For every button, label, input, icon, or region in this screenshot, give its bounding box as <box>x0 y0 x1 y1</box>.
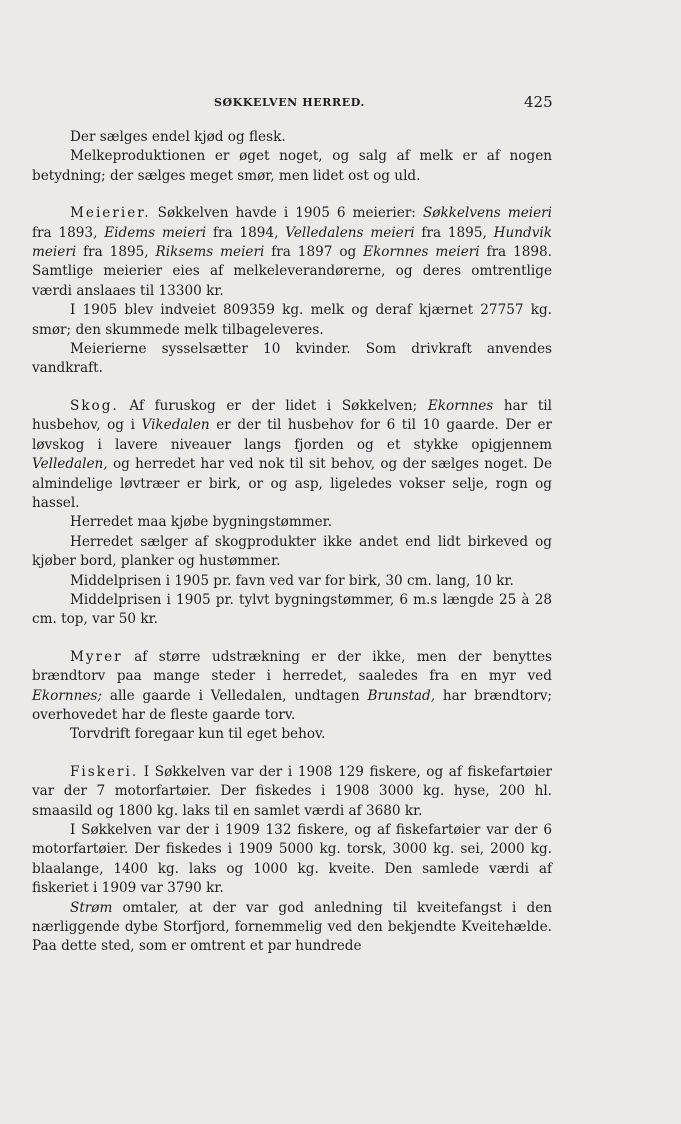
paragraph-wood-price: Middelprisen i 1905 pr. favn ved var for birk, 30 cm. lang, 10 kr. <box>70 572 514 589</box>
dairy-name: Velledalens meieri <box>285 224 415 241</box>
text-run: fra 1897 og <box>264 244 364 261</box>
dairy-name: Eidems meieri <box>104 224 207 241</box>
paragraph-timber-price: Middelprisen i 1905 pr. tylvt bygningstømmer, 6 m.s længde 25 à 28 cm. top, var 50 kr. <box>32 591 552 628</box>
author-name: Strøm <box>70 899 113 916</box>
paragraph-timber: Herredet maa kjøbe bygningstømmer. <box>70 514 333 531</box>
paragraph-peat: Torvdrift foregaar kun til eget behov. <box>70 726 326 743</box>
text-run: har brændtorv; overhovedet har de fleste gaarde torv. <box>32 687 552 723</box>
paragraph-fishing <box>32 763 552 821</box>
text-run: fra 1895, <box>76 244 156 261</box>
paragraph-milk-weighed: I 1905 blev indveiet 809359 kg. melk og deraf kjærnet 27757 kg. smør; den skummede melk tilbageleveres. <box>32 302 552 338</box>
text-run: Søkkelven havde i 1905 6 meierier: <box>150 205 423 222</box>
page-header <box>0 92 681 114</box>
page-number: 425 <box>524 93 553 111</box>
running-head: SØKKELVEN HERRED. <box>214 96 365 109</box>
place-name: Ekornnes; <box>32 687 102 704</box>
section-lead-dairies: Meierier. <box>70 205 151 222</box>
text-run: alle gaarde i Velledalen, undtagen <box>101 687 368 704</box>
dairy-name: Hundvik meieri <box>32 224 552 261</box>
paragraph-forest <box>32 397 552 513</box>
text-run: omtaler, at der var god anledning til kveitefangst i den nærliggende dybe Storfjord, fornemmelig ved den bekjendte Kveitehælde. Paa dette sted, som er omtrent et par hundrede <box>32 899 552 955</box>
body-text <box>32 128 552 957</box>
section-lead-fishing: Fiskeri. <box>70 763 139 780</box>
dairy-name: Ekornnes meieri <box>363 244 480 261</box>
paragraph-milk: Melkeproduktionen er øget noget, og salg af melk er af nogen betydning; der sælges meget smør, men lidet ost og uld. <box>32 148 552 184</box>
text-run: af større udstrækning er der ikke, men der benyttes brændtorv paa mange steder i herredet, saaledes fra en myr ved <box>32 648 552 685</box>
place-name: Vikedalen <box>141 417 210 434</box>
paragraph-dairy-workers: Meierierne sysselsætter 10 kvinder. Som drivkraft anvendes vandkraft. <box>32 341 552 377</box>
paragraph-fishing-1909: I Søkkelven var der i 1909 132 fiskere, og af fiskefartøier var der 6 motorfartøier. Der fiskedes i 1909 5000 kg. torsk, 3000 kg. sei, 2000 kg. blaalange, 1400 kg. laks og 1000 kg. kveite. Den samlede værdi af fiskeriet i 1909 var 3790 kr. <box>32 822 552 897</box>
text-run: fra 1893, <box>32 224 105 241</box>
text-run: Af furuskog er der lidet i Søkkelven; <box>118 397 428 414</box>
text-run: fra 1894, <box>206 224 286 241</box>
paragraph-dairies <box>32 204 552 301</box>
text-run: har til husbehov, og i <box>32 397 552 434</box>
paragraph-meat: Der sælges endel kjød og flesk. <box>70 129 286 145</box>
paragraph-forest-products: Herredet sælger af skogprodukter ikke andet end lidt birkeved og kjøber bord, planker og hustømmer. <box>32 533 552 570</box>
place-name: Brunstad, <box>367 687 436 704</box>
place-name: Ekornnes <box>427 397 494 414</box>
paragraph-strom <box>32 899 552 957</box>
section-lead-forest: Skog. <box>70 397 119 414</box>
text-run: og herredet har ved nok til sit behov, og der sælges noget. De almindelige løvtræer er birk, or og asp, ligeledes vokser selje, rogn og hassel. <box>32 456 552 511</box>
text-run: er der til husbehov for 6 til 10 gaarde. Der er løvskog i lavere niveauer langs fjorden og et stykke opigjennem <box>32 417 552 453</box>
dairy-name: Riksems meieri <box>155 244 265 261</box>
text-run: I Søkkelven var der i 1908 129 fiskere, og af fiskefartøier var der 7 motorfartøier. Der fiskedes i 1908 3000 kg. hyse, 200 hl. smaasild og 1800 kg. laks til en samlet værdi af 3680 kr. <box>32 763 552 819</box>
text-run: fra 1898. Samtlige meierier eies af melkeleverandørerne, og deres omtrentlige værdi anslaaes til 13300 kr. <box>32 244 553 299</box>
place-name: Velledalen, <box>32 456 108 473</box>
dairy-name: Søkkelvens meieri <box>422 205 552 222</box>
section-lead-bogs: Myrer <box>70 648 123 665</box>
text-run: fra 1895, <box>414 224 494 241</box>
paragraph-bogs <box>32 648 552 726</box>
